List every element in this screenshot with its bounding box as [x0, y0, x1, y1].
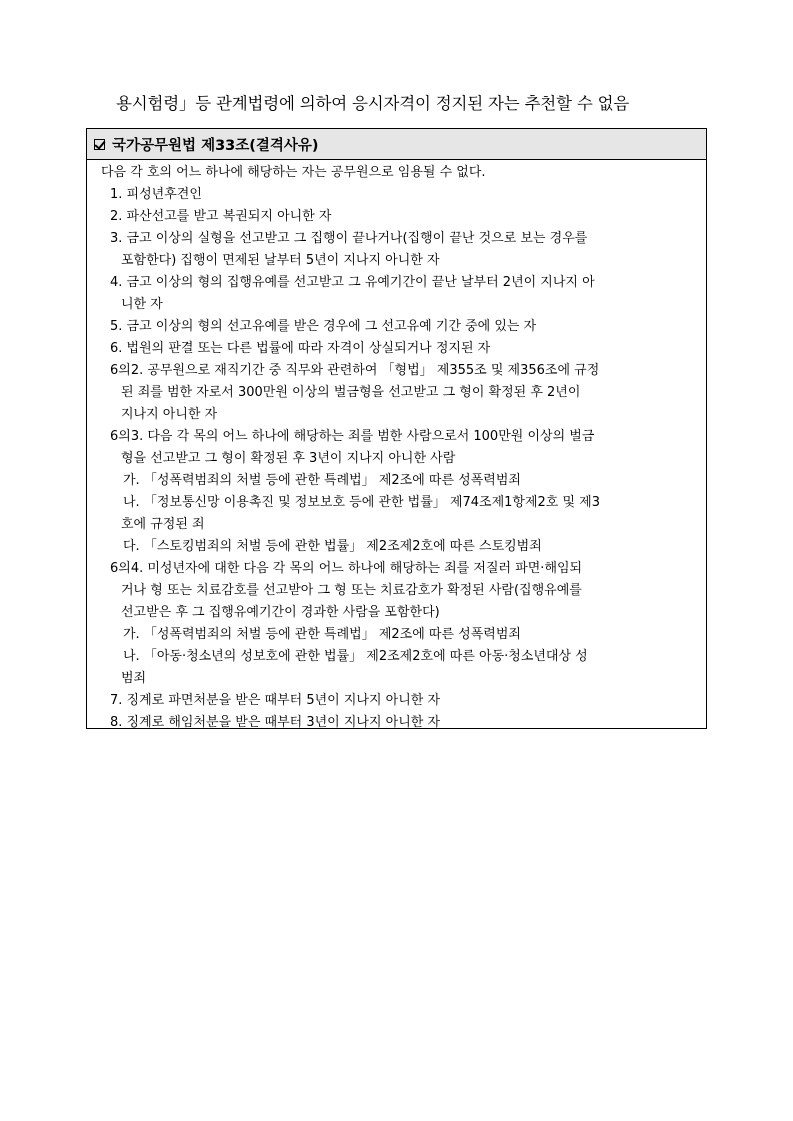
article-line: 6. 법원의 판결 또는 다른 법률에 따라 자격이 상실되거나 정지된 자 — [110, 341, 491, 356]
law-article-box — [86, 128, 707, 729]
article-line: 가. 「성폭력범죄의 처벌 등에 관한 특례법」 제2조에 따른 성폭력범죄 — [123, 627, 521, 642]
article-line: 3. 금고 이상의 실형을 선고받고 그 집행이 끝나거나(집행이 끝난 것으로 보는 경우를 — [110, 231, 588, 246]
article-line: 6의2. 공무원으로 재직기간 중 직무와 관련하여 「형법」 제355조 및 제356조에 규정 — [110, 363, 600, 378]
article-line: 범죄 — [121, 671, 147, 686]
article-line: 다음 각 호의 어느 하나에 해당하는 자는 공무원으로 임용될 수 없다. — [101, 165, 486, 180]
article-line: 지나지 아니한 자 — [121, 407, 218, 422]
box-header — [87, 129, 706, 160]
article-line: 형을 선고받고 그 형이 확정된 후 3년이 지나지 아니한 사람 — [121, 451, 456, 466]
box-title: 국가공무원법 제33조(결격사유) — [112, 137, 319, 154]
checkbox-checked-icon — [94, 139, 105, 150]
article-content — [87, 160, 706, 734]
article-line: 8. 징계로 해임처분을 받은 때부터 3년이 지나지 아니한 자 — [110, 715, 441, 730]
article-line: 6의3. 다음 각 목의 어느 하나에 해당하는 죄를 범한 사람으로서 100만원 이상의 벌금 — [110, 429, 595, 444]
continued-text-line: 용시험령」등 관계법령에 의하여 응시자격이 정지된 자는 추천할 수 없음 — [116, 94, 630, 113]
article-line: 나. 「정보통신망 이용촉진 및 정보보호 등에 관한 법률」 제74조제1항제2호 및 제3 — [123, 495, 600, 510]
article-line: 6의4. 미성년자에 대한 다음 각 목의 어느 하나에 해당하는 죄를 저질러 파면·해임되 — [110, 561, 583, 576]
article-line: 1. 피성년후견인 — [110, 187, 202, 202]
article-line: 가. 「성폭력범죄의 처벌 등에 관한 특례법」 제2조에 따른 성폭력범죄 — [123, 473, 521, 488]
article-line: 다. 「스토킹범죄의 처벌 등에 관한 법률」 제2조제2호에 따른 스토킹범죄 — [123, 539, 542, 554]
article-line: 니한 자 — [121, 297, 163, 312]
article-line: 거나 형 또는 치료감호를 선고받아 그 형 또는 치료감호가 확정된 사람(집행유예를 — [121, 583, 582, 598]
article-line: 포함한다) 집행이 면제된 날부터 5년이 지나지 아니한 자 — [121, 253, 440, 268]
article-line: 선고받은 후 그 집행유예기간이 경과한 사람을 포함한다) — [121, 605, 440, 620]
article-line: 된 죄를 범한 자로서 300만원 이상의 벌금형을 선고받고 그 형이 확정된 후 2년이 — [121, 385, 581, 400]
article-line: 나. 「아동·청소년의 성보호에 관한 법률」 제2조제2호에 따른 아동·청소년대상 성 — [123, 649, 588, 664]
article-line: 2. 파산선고를 받고 복권되지 아니한 자 — [110, 209, 332, 224]
article-line: 5. 금고 이상의 형의 선고유예를 받은 경우에 그 선고유예 기간 중에 있는 자 — [110, 319, 537, 334]
article-line: 호에 규정된 죄 — [121, 517, 205, 532]
article-line: 4. 금고 이상의 형의 집행유예를 선고받고 그 유예기간이 끝난 날부터 2년이 지나지 아 — [110, 275, 595, 290]
article-line: 7. 징계로 파면처분을 받은 때부터 5년이 지나지 아니한 자 — [110, 693, 441, 708]
